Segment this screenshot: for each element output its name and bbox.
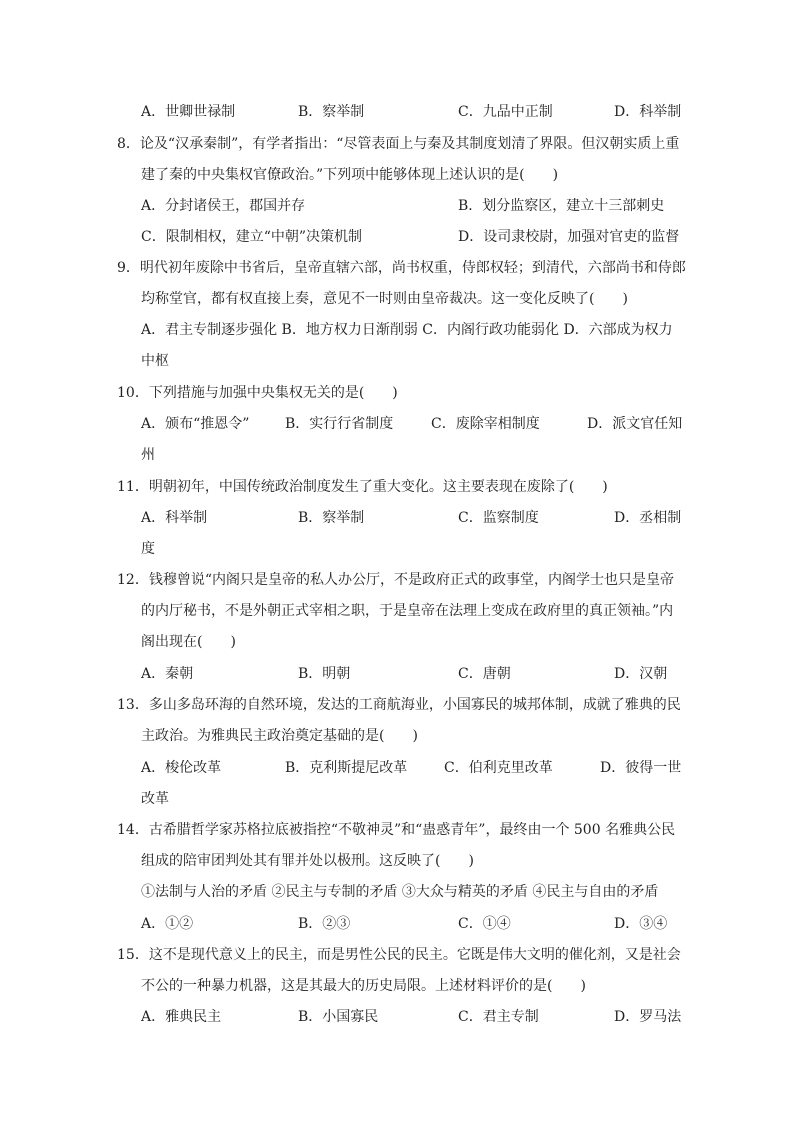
- q10-option-b: B．实行行省制度: [285, 416, 394, 432]
- q8-stem-line-2: 建了秦的中央集权官僚政治。”下列项中能够体现上述认识的是( ): [141, 167, 559, 183]
- q11-option-d-wrap: 度: [141, 541, 155, 557]
- q8-option-d: D．设司隶校尉，加强对官吏的监督: [458, 229, 680, 245]
- q8-stem-line-1: 8．论及“汉承秦制”，有学者指出：“尽管表面上与秦及其制度划清了界限。但汉朝实质上重: [117, 136, 680, 152]
- q13-option-a: A．梭伦改革: [141, 760, 222, 776]
- q13-option-d: D．彼得一世: [600, 760, 682, 776]
- q14-stem-line-2: 组成的陪审团判处其有罪并处以极刑。这反映了( ): [141, 853, 474, 869]
- q9-options-line-2: 中枢: [141, 353, 169, 369]
- q11-option-a: A．科举制: [141, 510, 208, 526]
- q7-option-b: B．察举制: [298, 104, 365, 120]
- q14-option-b: B．②③: [298, 916, 351, 932]
- q13-stem-line-2: 主政治。为雅典民主政治奠定基础的是( ): [141, 728, 418, 744]
- q15-stem-line-1: 15．这不是现代意义上的民主，而是男性公民的民主。它既是伟大文明的催化剂，又是社会: [117, 947, 681, 963]
- q12-option-c: C．唐朝: [458, 666, 511, 682]
- q12-option-a: A．秦朝: [141, 666, 194, 682]
- q13-option-b: B．克利斯提尼改革: [285, 760, 408, 776]
- q8-option-a: A．分封诸侯王，郡国并存: [141, 198, 306, 214]
- q13-stem-line-1: 13．多山多岛环海的自然环境，发达的工商航海业，小国寡民的城邦体制，成就了雅典的民: [117, 697, 681, 713]
- q14-option-d: D．③④: [614, 916, 668, 932]
- q13-option-c: C．伯利克里改革: [444, 760, 553, 776]
- q10-option-a: A．颁布“推恩令”: [141, 416, 250, 432]
- q11-stem: 11．明朝初年，中国传统政治制度发生了重大变化。这主要表现在废除了( ): [117, 479, 608, 495]
- q15-stem-line-2: 不公的一种暴力机器，这是其最大的历史局限。上述材料评价的是( ): [141, 978, 586, 994]
- q14-option-c: C．①④: [458, 916, 511, 932]
- q12-option-d: D．汉朝: [614, 666, 668, 682]
- q14-option-a: A．①②: [141, 916, 194, 932]
- q15-option-a: A．雅典民主: [141, 1009, 222, 1025]
- q9-options-line-1: A．君主专制逐步强化 B．地方权力日渐削弱 C．内阁行政功能弱化 D．六部成为权力: [141, 322, 673, 338]
- q13-option-d-wrap: 改革: [141, 791, 169, 807]
- q8-option-c: C．限制相权，建立“中朝”决策机制: [141, 229, 363, 245]
- q9-stem-line-1: 9．明代初年废除中书省后，皇帝直辖六部，尚书权重，侍郎权轻；到清代，六部尚书和侍郎: [117, 260, 686, 276]
- q8-option-b: B．划分监察区，建立十三部刺史: [458, 198, 665, 214]
- q11-option-b: B．察举制: [298, 510, 365, 526]
- q14-items: ①法制与人治的矛盾 ②民主与专制的矛盾 ③大众与精英的矛盾 ④民主与自由的矛盾: [141, 884, 659, 900]
- q11-option-c: C．监察制度: [458, 510, 539, 526]
- q7-option-a: A．世卿世禄制: [141, 104, 236, 120]
- q12-stem-line-3: 阁出现在( ): [141, 634, 236, 650]
- q9-stem-line-2: 均称堂官，都有权直接上奏，意见不一时则由皇帝裁决。这一变化反映了( ): [141, 291, 628, 307]
- q12-option-b: B．明朝: [298, 666, 351, 682]
- q10-option-d-wrap: 州: [141, 447, 155, 463]
- q15-option-d: D．罗马法: [614, 1009, 682, 1025]
- q15-option-b: B．小国寡民: [298, 1009, 379, 1025]
- q10-option-d: D．派文官任知: [587, 416, 683, 432]
- q10-option-c: C．废除宰相制度: [431, 416, 540, 432]
- q7-option-d: D．科举制: [614, 104, 682, 120]
- q14-stem-line-1: 14．古希腊哲学家苏格拉底被指控“不敬神灵”和“蛊惑青年”，最终由一个 500 名雅典公民: [117, 822, 676, 838]
- q12-stem-line-2: 的内厅秘书，不是外朝正式宰相之职，于是皇帝在法理上变成在政府里的真正领袖。”内: [141, 603, 674, 619]
- q15-option-c: C．君主专制: [458, 1009, 539, 1025]
- q12-stem-line-1: 12．钱穆曾说“内阁只是皇帝的私人办公厅，不是政府正式的政事堂，内阁学士也只是皇帝: [117, 572, 674, 588]
- q10-stem: 10．下列措施与加强中央集权无关的是( ): [117, 385, 398, 401]
- q7-option-c: C．九品中正制: [458, 104, 553, 120]
- q11-option-d: D．丞相制: [614, 510, 682, 526]
